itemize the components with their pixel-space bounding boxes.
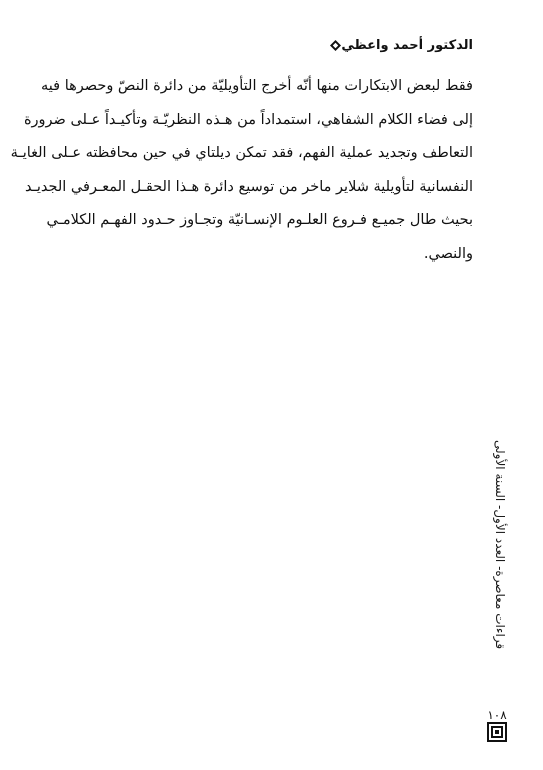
text-line: والنصي. <box>423 245 473 262</box>
text-line: بحيث طال جميـع فـروع العلـوم الإنسـانيّة وتجـاوز حـدود الفهـم الكلامـي <box>46 212 473 228</box>
journal-caption <box>489 440 511 690</box>
body-paragraph <box>10 70 473 271</box>
author-name: الدكتور أحمد واعظي <box>341 37 473 53</box>
text-line: فقط لبعض الابتكارات منها أنّه أخرج التأويليّة من دائرة النصّ وحصرها فيه <box>41 78 473 94</box>
page-number: ١٠٨ <box>487 708 507 722</box>
square-emblem-icon <box>487 722 507 742</box>
journal-caption-text: قراءات معاصرة- العدد الأول- السنة الأولى <box>493 440 507 650</box>
page-header <box>324 33 473 57</box>
diamond-icon <box>330 40 341 51</box>
text-line: النفسانية لتأويلية شلاير ماخر من توسيع دائرة هـذا الحقـل المعـرفي الجديـد <box>25 178 473 195</box>
text-line: إلى فضاء الكلام الشفاهي، استمداداً من هـذه النظريّـة وتأكيـداً عـلى ضرورة <box>23 111 473 128</box>
text-line: التعاطف وتجديد عملية الفهم، فقد تمكن ديلتاي في حين محافظته عـلى الغايـة <box>10 145 473 161</box>
